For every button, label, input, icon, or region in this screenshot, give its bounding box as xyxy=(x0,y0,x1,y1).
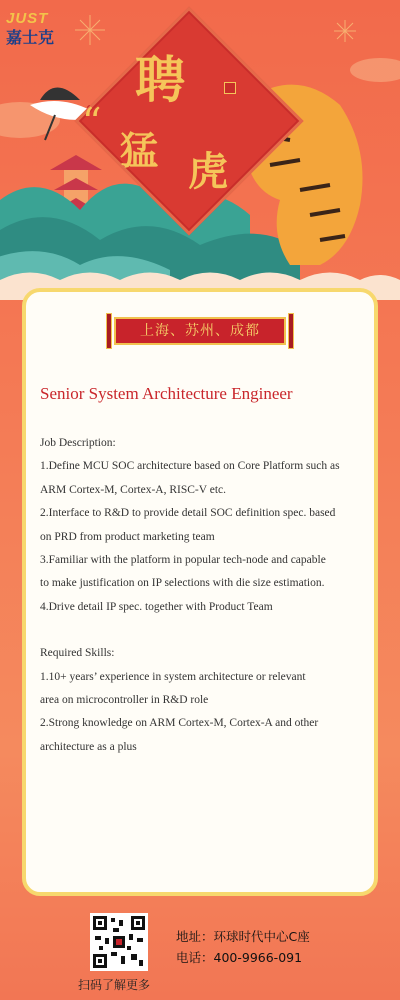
job-content xyxy=(40,432,372,759)
hero-char-tiger: 虎 xyxy=(188,148,228,195)
hero-quote-mark: “ xyxy=(82,100,102,144)
logo-latin: JUST xyxy=(6,10,49,27)
qr-caption: 扫码了解更多 xyxy=(78,978,151,992)
footer xyxy=(0,905,400,1000)
address-text: 地址：环球时代中心C座 xyxy=(176,929,310,944)
title-diamond xyxy=(86,18,286,218)
hero-banner xyxy=(0,0,400,300)
job-title: Senior System Architecture Engineer xyxy=(40,384,293,403)
description-line: 3.Familiar with the platform in popular tech-node and capable xyxy=(40,554,326,567)
logo-chinese: 嘉士克 xyxy=(6,28,55,47)
seal-stamp xyxy=(224,82,236,94)
phone-text: 电话：400-9966-091 xyxy=(176,950,303,965)
qr-code[interactable] xyxy=(90,913,148,971)
description-line: ARM Cortex-M, Cortex-A, RISC-V etc. xyxy=(40,483,227,496)
skills-line: 2.Strong knowledge on ARM Cortex-M, Cortex-A and other xyxy=(40,717,319,730)
company-logo xyxy=(6,10,96,60)
skills-line: 1.10+ years’ experience in system architecture or relevant xyxy=(40,670,306,683)
description-heading: Job Description: xyxy=(40,437,116,449)
description-line: to make justification on IP selections with die size estimation. xyxy=(40,577,325,590)
qr-code-icon xyxy=(93,916,145,968)
job-card xyxy=(22,288,378,896)
description-line: 4.Drive detail IP spec. together with Product Team xyxy=(40,600,273,613)
description-line: on PRD from product marketing team xyxy=(40,530,215,543)
location-banner: 上海、苏州、成都 xyxy=(114,317,286,345)
hero-char-fierce: 猛 xyxy=(120,128,159,173)
description-line: 2.Interface to R&D to provide detail SOC definition spec. based xyxy=(40,507,336,520)
skills-heading: Required Skills: xyxy=(40,647,115,660)
description-line: 1.Define MCU SOC architecture based on Core Platform such as xyxy=(40,460,340,473)
skills-line: area on microcontroller in R&D role xyxy=(40,694,209,707)
skills-line: architecture as a plus xyxy=(40,740,137,753)
hero-char-hire: 聘 xyxy=(135,50,185,109)
